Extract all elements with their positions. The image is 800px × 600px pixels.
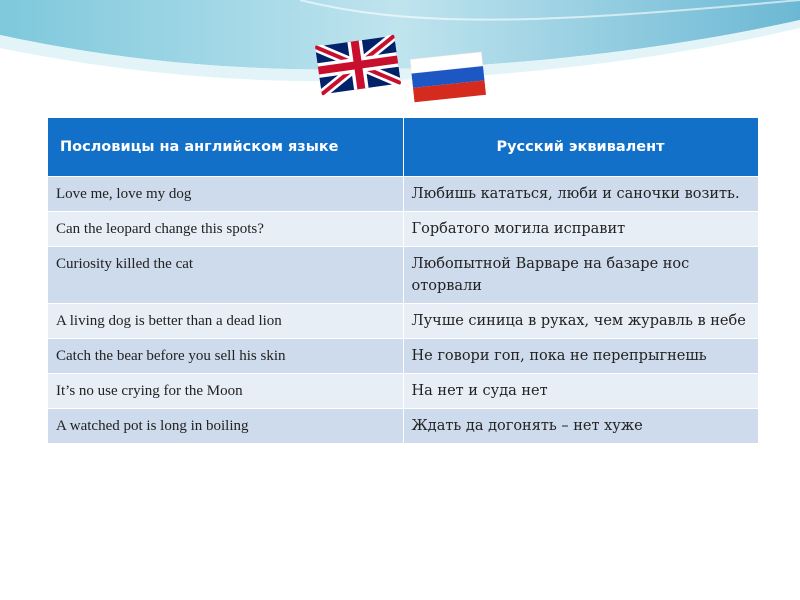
russian-equivalent-cell: Любопытной Варваре на базаре нос оторвали [403,247,758,304]
english-proverb-cell: A living dog is better than a dead lion [48,304,403,339]
table-row [48,374,758,409]
header-wave-decoration [0,0,800,100]
russian-equivalent-cell: Любишь кататься, люби и саночки возить. [403,177,758,212]
table-row [48,212,758,247]
table-row [48,339,758,374]
proverbs-table [48,118,759,443]
russia-flag-icon [410,50,486,103]
russian-equivalent-cell: На нет и суда нет [403,374,758,409]
table-header-row [48,118,758,177]
russian-equivalent-cell: Лучше синица в руках, чем журавль в небе [403,304,758,339]
english-proverb-cell: Love me, love my dog [48,177,403,212]
header-russian-equivalent: Русский эквивалент [403,118,758,177]
english-proverb-cell: Curiosity killed the cat [48,247,403,304]
table-row [48,304,758,339]
english-proverb-cell: It’s no use crying for the Moon [48,374,403,409]
english-proverb-cell: A watched pot is long in boiling [48,409,403,444]
header-english-proverbs: Пословицы на английском языке [48,118,403,177]
english-proverb-cell: Can the leopard change this spots? [48,212,403,247]
table-row [48,177,758,212]
english-proverb-cell: Catch the bear before you sell his skin [48,339,403,374]
table-row [48,409,758,444]
russian-equivalent-cell: Горбатого могила исправит [403,212,758,247]
russian-equivalent-cell: Не говори гоп, пока не перепрыгнешь [403,339,758,374]
russian-equivalent-cell: Ждать да догонять – нет хуже [403,409,758,444]
table-row [48,247,758,304]
